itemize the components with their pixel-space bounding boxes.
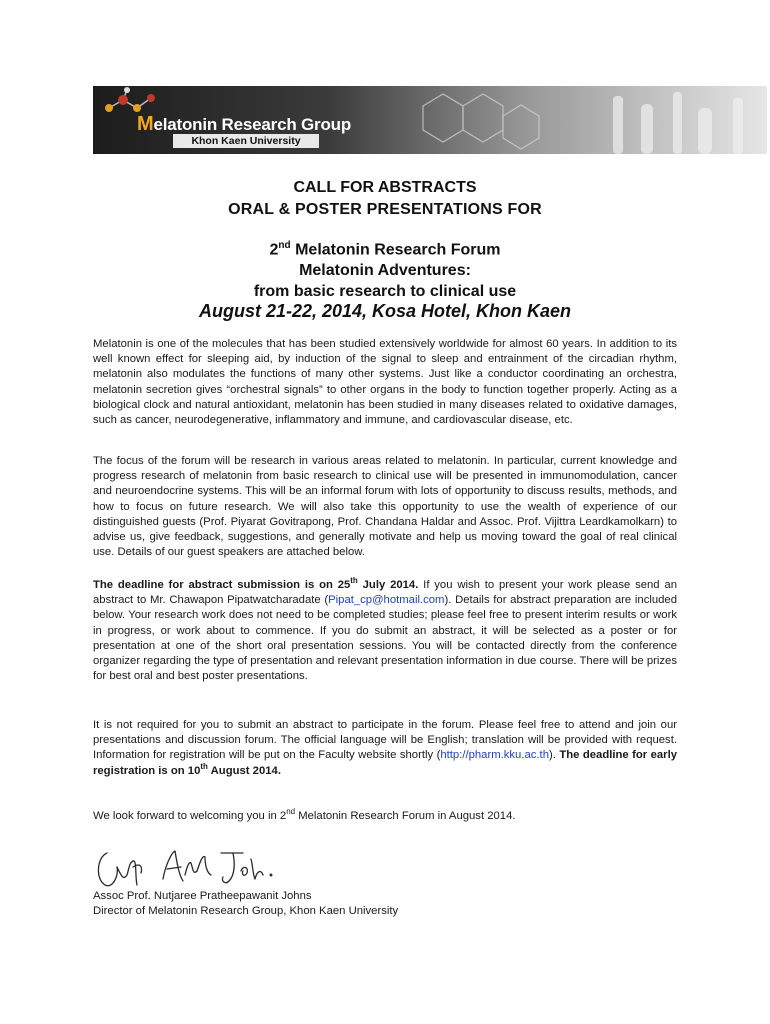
logo-brand-text xyxy=(137,113,351,136)
closing-sup: nd xyxy=(286,807,296,817)
forum-title xyxy=(0,240,770,259)
abstract-text-a: If you wish to present your work please send an abstract to Mr. Chawapon Pipatwatcharadate ( xyxy=(93,579,677,607)
abstract-text-b: ). Details for abstract preparation are included below. Your research work does not need to be completed studies; please feel free to present interim results or work in progress, or work about to commence. If you do submit an abstract, it will be selected as a poster or for presentation at one of the short oral presentation sessions. You will be contacted directly from the conference organizer regarding the type of presentation and relevant presentation information in due course. There will be prizes for best oral and best poster presentations. xyxy=(93,594,677,683)
forum-name: Melatonin Research Forum xyxy=(290,241,501,259)
abstract-deadline xyxy=(93,576,419,591)
forum-subtitle2: from basic research to clinical use xyxy=(253,283,517,300)
intro-paragraph: Melatonin is one of the molecules that has been studied extensively worldwide for almost 60 years. In addition to its well known effect for sleeping aid, by induction of the signal to sleep and entrainment of the circadian rhythm, melatonin also modulates the functions of many other systems. Just like a conductor coordinating an orchestra, melatonin secretion gives “orchestral signals” to other organs in the body to function together properly. Acting as a biological clock and natural antioxidant, melatonin has been studied in many diseases related to oxidative damages, such as cancer, neurodegenerative, inflammatory and immune, and cardiovascular disease, etc. xyxy=(93,338,677,427)
registration-paragraph xyxy=(93,718,677,779)
logo-subtitle: Khon Kaen University xyxy=(173,134,319,148)
logo-initial: M xyxy=(137,113,154,135)
signoff-name: Assoc Prof. Nutjaree Pratheepawanit Johns xyxy=(93,890,312,902)
closing-post: Melatonin Research Forum in August 2014. xyxy=(295,810,516,822)
signoff-block xyxy=(93,889,677,919)
abstract-submission-paragraph xyxy=(93,578,677,684)
forum-subtitle1: Melatonin Adventures: xyxy=(299,262,471,279)
forum-ordinal-number: 2 xyxy=(269,241,279,259)
contact-email-link[interactable]: Pipat_cp@hotmail.com xyxy=(328,594,445,607)
closing-paragraph xyxy=(93,809,677,824)
faculty-website-link[interactable]: http://pharm.kku.ac.th xyxy=(440,749,549,762)
handwritten-signature xyxy=(93,845,283,891)
abstract-deadline-pre: The deadline for abstract submission is on 25 xyxy=(93,579,351,591)
registration-text-b: ). xyxy=(548,749,560,762)
abstract-deadline-post: July 2014. xyxy=(357,579,419,591)
focus-paragraph: The focus of the forum will be research in various areas related to melatonin. In particular, current knowledge and progress research of melatonin from basic research to clinical use will be presented in immunomodulation, cancer and neuroendocrine systems. This will be an informal forum with lots of opportunity to discuss results, methods, and how to focus on future research. We will also take this opportunity to use the wealth of experience of our distinguished guests (Prof. Piyarat Govitrapong, Prof. Chandana Haldar and Assoc. Prof. Vijittra Leardkamolkarn) to advise us, give feedback, suggestions, and generally motivate and help us moving toward the goal of real clinical use. Details of our guest speakers are attached below. xyxy=(93,455,677,559)
abstract-deadline-sup: th xyxy=(350,576,358,586)
registration-deadline-sup: th xyxy=(200,761,208,771)
heading-line1: CALL FOR ABSTRACTS xyxy=(293,179,477,196)
closing-pre: We look forward to welcoming you in 2 xyxy=(93,810,287,822)
registration-text: It is not required for you to submit an abstract to participate in the forum. Please feel free to attend and join our presentations and discussion forum. The official language will be English; translation will be provided with request. Information for registration will be put on the Faculty website shortly ( xyxy=(93,719,677,762)
heading-line2: ORAL & POSTER PRESENTATIONS FOR xyxy=(228,201,542,218)
header-banner xyxy=(93,86,767,154)
registration-deadline-post: August 2014. xyxy=(207,764,281,777)
logo-brand-rest: elatonin Research Group xyxy=(153,115,352,134)
registration-deadline-pre: The deadline for early registration is on 10 xyxy=(93,749,677,777)
forum-ordinal-suffix: nd xyxy=(278,240,291,251)
forum-date-venue: August 21-22, 2014, Kosa Hotel, Khon Kaen xyxy=(198,301,572,321)
signoff-title: Director of Melatonin Research Group, Khon Kaen University xyxy=(93,905,399,918)
